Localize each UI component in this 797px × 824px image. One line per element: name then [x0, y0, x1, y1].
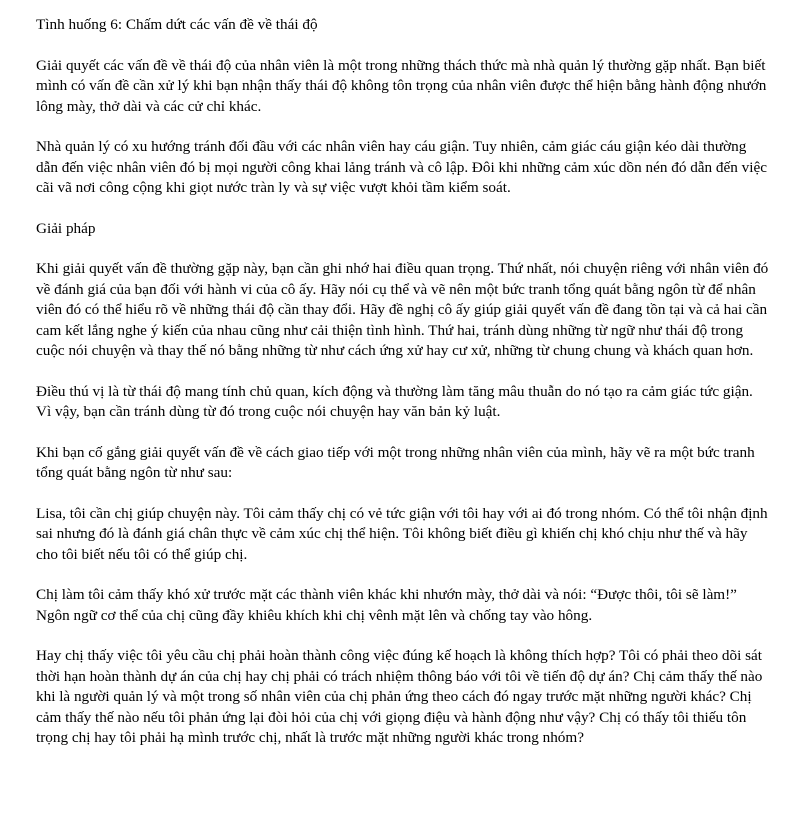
solution-paragraph-2: Điều thú vị là từ thái độ mang tính chủ quan, kích động và thường làm tăng mâu thuẫn do nó tạo ra cảm giác tức giận. Vì vậy, bạn cần tránh dùng từ đó trong cuộc nói chuyện hay văn bản kỷ luật. — [36, 382, 753, 420]
solution-heading: Giải pháp — [36, 219, 96, 237]
intro-paragraph-2: Nhà quản lý có xu hướng tránh đối đầu với các nhân viên hay cáu giận. Tuy nhiên, cảm giác cáu giận kéo dài thường dẫn đến việc nhân viên đó bị mọi người công khai lảng tránh và cô lập. Đôi khi những cảm xúc dồn nén đó dẫn đến việc cãi vã nơi công cộng khi giọt nước tràn ly và sự việc vượt khỏi tầm kiểm soát. — [36, 138, 767, 196]
document-title: Tình huống 6: Chấm dứt các vấn đề về thái độ — [36, 16, 318, 33]
example-paragraph-3: Hay chị thấy việc tôi yêu cầu chị phải hoàn thành công việc đúng kế hoạch là không thích hợp? Tôi có phải theo dõi sát thời hạn hoàn thành dự án của chị hay chị phải có trách nhiệm thông báo với tôi về tiến độ dự án? Chị cảm thấy thế nào khi là người quản lý và một trong số nhân viên của chị phản ứng theo cách đó ngay trước mặt những người khác? Chị cảm thấy thế nào nếu tôi phản ứng lại đòi hỏi của chị với giọng điệu và hành động như vậy? Chị có thấy tôi thiếu tôn trọng chị hay tôi phải hạ mình trước chị, nhất là trước mặt những người khác trong nhóm? — [36, 647, 763, 746]
solution-paragraph-3: Khi bạn cố gắng giải quyết vấn đề về cách giao tiếp với một trong những nhân viên của mình, hãy vẽ ra một bức tranh tổng quát bằng ngôn từ như sau: — [36, 443, 755, 481]
solution-paragraph-1: Khi giải quyết vấn đề thường gặp này, bạn cần ghi nhớ hai điều quan trọng. Thứ nhất, nói chuyện riêng với nhân viên đó về đánh giá của bạn đối với hành vi của cô ấy. Hãy nói cụ thể và vẽ nên một bức tranh tổng quát bằng ngôn từ để nhân viên đó có thể hiểu rõ về những thái độ cần thay đổi. Hãy đề nghị cô ấy giúp giải quyết vấn đề đang tồn tại và cả hai cần cam kết lắng nghe ý kiến của nhau cũng như cải thiện tình hình. Thứ hai, tránh dùng những từ ngữ như thái độ trong cuộc nói chuyện và thay thế nó bằng những từ như cách ứng xử hay cư xử, những từ chung chung và khách quan hơn. — [36, 260, 769, 359]
document-page — [36, 15, 771, 769]
example-paragraph-2: Chị làm tôi cảm thấy khó xử trước mặt các thành viên khác khi nhướn mày, thở dài và nói: “Được thôi, tôi sẽ làm!” Ngôn ngữ cơ thể của chị cũng đầy khiêu khích khi chị vênh mặt lên và chống tay vào hông. — [36, 586, 737, 624]
intro-paragraph-1: Giải quyết các vấn đề về thái độ của nhân viên là một trong những thách thức mà nhà quản lý thường gặp nhất. Bạn biết mình có vấn đề cần xử lý khi bạn nhận thấy thái độ không tôn trọng của nhân viên được thể hiện bằng hành động nhướn lông mày, thở dài và các cử chỉ khác. — [36, 56, 767, 115]
example-paragraph-1: Lisa, tôi cần chị giúp chuyện này. Tôi cảm thấy chị có vẻ tức giận với tôi hay với ai đó trong nhóm. Có thể tôi nhận định sai nhưng đó là đánh giá chân thực về cảm xúc chị thể hiện. Tôi không biết điều gì khiến chị khó chịu như thế và hãy cho tôi biết nếu tôi có thể giúp chị. — [36, 504, 768, 563]
